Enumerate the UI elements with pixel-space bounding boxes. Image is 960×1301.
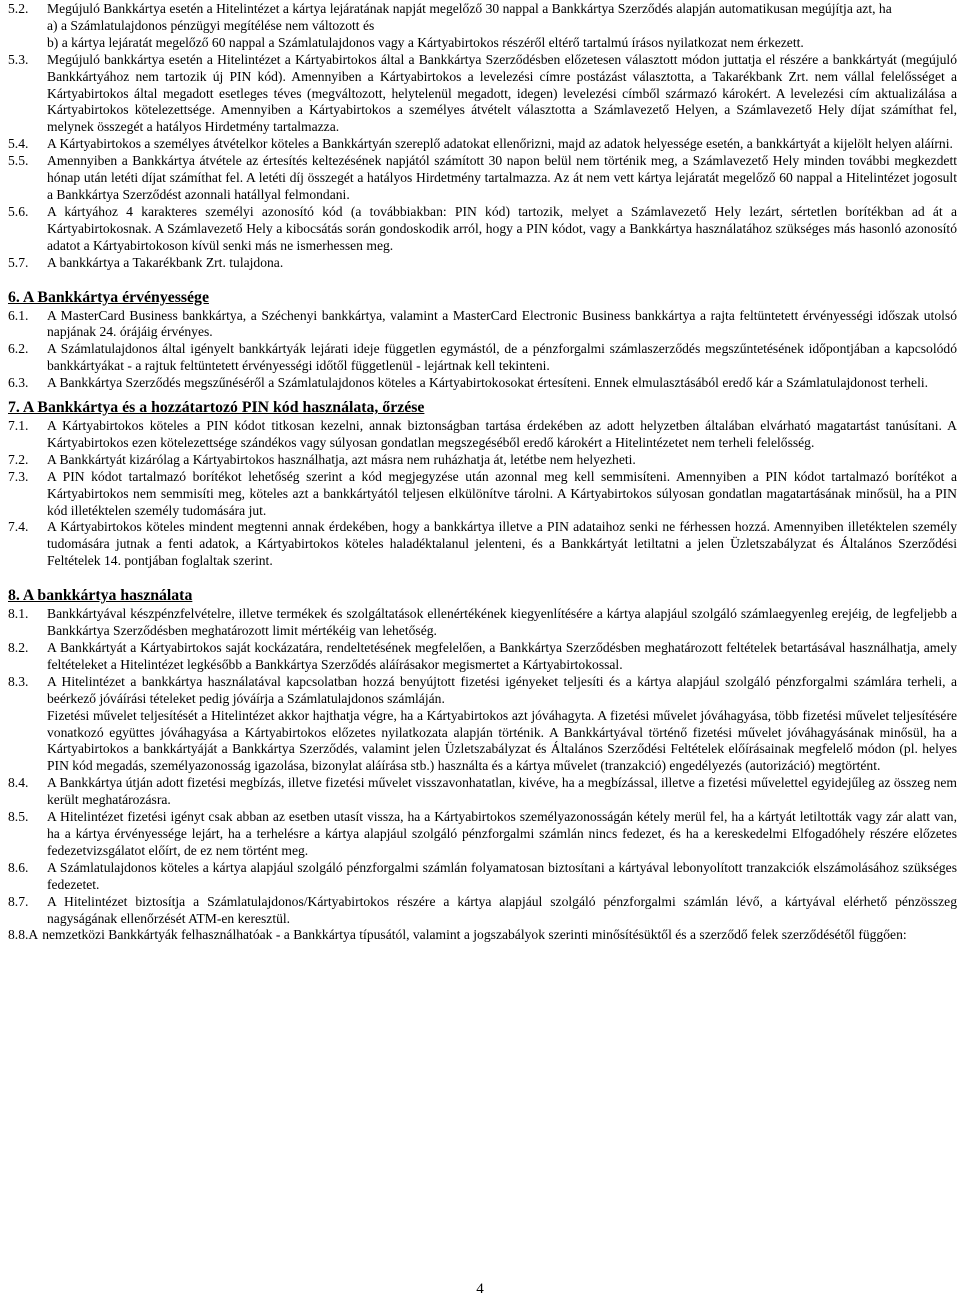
paragraph: Megújuló Bankkártya esetén a Hitelintézet a kártya lejáratának napját megelőző 30 nappal a Bankkártya Szerződés alapján automatikusan megújítja azt, ha: [47, 1, 892, 16]
paragraph: Bankkártyával készpénzfelvételre, illetve termékek és szolgáltatások ellenértékének kiegyenlítésére a kártya alapjául szolgáló számlaegyenleg erejéig, de legfeljebb a Bankkártya Szerződésben meghatározott limit mértékéig van lehetőség.: [47, 606, 957, 639]
section-6-3: [0, 375, 960, 392]
section-8-1: [0, 606, 960, 640]
section-number: 7.4.: [8, 519, 29, 535]
section-8-7: [0, 894, 960, 928]
section-number: 8.8.A: [8, 927, 39, 943]
condition-b: b) a kártya lejáratát megelőző 60 nappal a Számlatulajdonos vagy a Kártyabirtokos részéről eltérő tartalmú írásos nyilatkozat nem érkezett.: [47, 34, 804, 50]
section-number: 8.3.: [8, 673, 29, 689]
document-page: [0, 1, 960, 944]
paragraph: A PIN kódot tartalmazó borítékot lehetőség szerint a kód megjegyzése után azonnal meg kell semmisíteni. Amennyiben a PIN kódot tartalmazó borítékot a Kártyabirtokos nem semmisíti meg, köteles azt a bankkártyától teljesen elkülönítve tárolni. A Kártyabirtokos súlyosan gondatlan magatartásának minősül, ha a PIN kód illetéktelen személy tudomására jut.: [47, 468, 957, 518]
section-number: 5.7.: [8, 254, 29, 270]
section-number: 6.3.: [8, 375, 29, 391]
section-number: 5.4.: [8, 136, 29, 152]
paragraph: Megújuló bankkártya esetén a Hitelintézet a Kártyabirtokos által a Bankkártya Szerződésben előzetesen választott módon juttatja el részére a bankkártyát (megújuló Bankkártyához nem tartozik új PIN kód). Amennyiben a Kártyabirtokos a levelezési címre postázást választotta, a Takarékbank Zrt. nem vállal felelősséget a Kártyabirtokos által megadott esetleges téves (megváltozott, helytelenül megadott, idegen) levelezési címből származó károkért. A levelezési cím aktualizálása a Kártyabirtokos kötelezettsége. Amennyiben a Kártyabirtokos a személyes átvételt választotta a Számlavezető Helyen, a Számlavezető Hely díjat számíthat fel, melynek összegét a hatályos Hirdetmény tartalmazza.: [47, 51, 957, 135]
section-8-5: [0, 809, 960, 860]
paragraph: A Kártyabirtokos köteles mindent megtenni annak érdekében, hogy a bankkártya illetve a PIN adataihoz senki ne férhessen hozzá. Amennyiben illetéktelen személy tudomására jutnak a fenti adatok, a Kártyabirtokos köteles haladéktalanul jelenteni, és a Bankkártyát letiltatni a jelen Üzletszabályzat és Általános Szerződési Feltételek 14. pontjában foglaltak szerint.: [47, 519, 957, 569]
section-5-6: [0, 204, 960, 255]
section-number: 8.2.: [8, 640, 29, 655]
section-6-1: [0, 308, 960, 342]
paragraph: A Kártyabirtokos köteles a PIN kódot titkosan kezelni, annak biztonságban tartása érdekében az adott helyzetben általában elvárható magatartást tanúsítani. A Kártyabirtokos ezen kötelezettsége szándékos vagy súlyosan gondatlan megszegéséből eredő károkért a Hitelintézetet nem terheli felelősség.: [47, 418, 957, 450]
condition-a: a) a Számlatulajdonos pénzügyi megítélése nem változott és: [47, 17, 375, 33]
section-5-5: [0, 153, 960, 204]
paragraph: A Bankkártya útján adott fizetési megbízás, illetve fizetési művelet visszavonhatatlan, kivéve, ha a megbízással, illetve a fizetési művelettel egyidejűleg az összeg nem került meghatározásra.: [47, 775, 957, 808]
section-7-4: [0, 519, 960, 570]
section-7-3: [0, 469, 960, 520]
paragraph: A bankkártya a Takarékbank Zrt. tulajdona.: [47, 254, 284, 270]
section-number: 6.2.: [8, 341, 29, 357]
paragraph: A Hitelintézet a bankkártya használatával kapcsolatban hozzá benyújtott fizetési igényeket teljesíti és a kártya alapjául szolgáló pénzforgalmi számlára terheli, a beérkező jóváírási tételeket pedig jóváírja a Számlatulajdonos számláján.: [47, 673, 957, 706]
paragraph: A Hitelintézet fizetési igényt csak abban az esetben utasít vissza, ha a Kártyabirtokos személyazonosságán kétely merül fel, ha a kártyát letiltották vagy zár alatt van, ha a kártya érvényessége lejárt, ha a terhelésre a kártya alapjául szolgáló pénzforgalmi számlán nincs fedezet, és ha a kereskedelmi Elfogadóhely részére előzetes fedezetvizsgálatot előírt, de ez nem történt meg.: [47, 809, 957, 858]
section-8-6: [0, 860, 960, 894]
paragraph: A MasterCard Business bankkártya, a Széchenyi bankkártya, valamint a MasterCard Electronic Business bankkártya a rajta feltüntetett érvényességi időszak utolsó napjának 24. órájáig érvényes.: [47, 307, 957, 340]
page-number: 4: [476, 1281, 484, 1297]
section-number: 8.4.: [8, 775, 29, 791]
section-5-7: [0, 255, 960, 272]
paragraph-continuation: Fizetési művelet teljesítését a Hitelintézet akkor hajthatja végre, ha a Kártyabirtokos azt jóváhagyta. A fizetési művelet jóváhagyása, több fizetési művelet teljesítésére vonatkozó együttes jóváhagyása a Kártyabirtokos előzetes nyilatkozata alapján történik. A Bankkártyával történő fizetési művelet jóváhagyásának minősül, ha a Kártyabirtokos a bankkártyáját a Bankkártya Szerződés, valamint jelen Üzletszabályzat és Általános Szerződési Feltételek előírásainak megfelelő módon (pl. helyes PIN kód megadás, személyazonosság igazolása, bizonylat aláírása stb.) használta és a kártya művelet (tranzakció) engedélyezés (autorizáció) megtörtént.: [47, 707, 957, 774]
heading-section-7: 7. A Bankkártya és a hozzátartozó PIN kód használata, őrzése: [8, 399, 425, 417]
section-number: 6.1.: [8, 307, 29, 323]
section-number: 5.5.: [8, 153, 29, 169]
section-8-8: [0, 927, 960, 944]
section-number: 7.2.: [8, 451, 29, 467]
section-5-4: [0, 136, 960, 153]
section-number: 8.1.: [8, 606, 29, 622]
section-number: 8.5.: [8, 809, 29, 825]
heading-section-6: 6. A Bankkártya érvényessége: [8, 288, 209, 306]
section-number: 5.6.: [8, 203, 29, 219]
section-5-3: [0, 52, 960, 137]
paragraph: A Bankkártyát a Kártyabirtokos saját kockázatára, rendeltetésének megfelelően, a Bankkártya Szerződésben meghatározott feltételek betartásával használhatja, amely feltételeket a Hitelintézet legkésőbb a Bankkártya Szerződés aláírásakor megismertet a Kártyabirtokossal.: [47, 640, 957, 672]
section-8-3: [0, 674, 960, 775]
paragraph: nemzetközi Bankkártyák felhasználhatóak - a Bankkártya típusától, valamint a jogszabályok szerinti minősítésüktől és a szerződő felek szerződésétől függően:: [42, 927, 907, 943]
paragraph: A Bankkártyát kizárólag a Kártyabirtokos használhatja, azt másra nem ruházhatja át, letétbe nem helyezheti.: [47, 451, 636, 467]
paragraph: A Számlatulajdonos köteles a kártya alapjául szolgáló pénzforgalmi számlán folyamatosan biztosítani a kártyával lebonyolított tranzakciók elszámolásához szükséges fedezetet.: [47, 859, 957, 892]
section-7-2: [0, 452, 960, 469]
section-8-2: [0, 640, 960, 674]
paragraph: A Kártyabirtokos a személyes átvételkor köteles a Bankkártyán szereplő adatokat ellenőrizni, majd az adatok helyessége esetén, a bankkártyát a kijelölt helyen aláírni.: [47, 136, 953, 152]
section-number: 5.3.: [8, 51, 29, 67]
section-7-1: [0, 418, 960, 452]
paragraph: Amennyiben a Bankkártya átvétele az értesítés keltezésének napjától számított 30 napon belül nem történik meg, a Számlavezető Hely minden további megkezdett hónap után letéti díjat számíthat fel. A letéti díj összegét a hatályos Hirdetmény tartalmazza. Az át nem vett kártya lejáratát megelőző 60 nappal a Hitelintézet jogosult a Bankkártya Szerződést azonnali hatállyal felmondani.: [47, 153, 957, 202]
section-5-2: [0, 1, 960, 52]
section-number: 7.1.: [8, 418, 29, 434]
section-8-4: [0, 775, 960, 809]
paragraph: A Hitelintézet biztosítja a Számlatulajdonos/Kártyabirtokos részére a kártya alapjául szolgáló pénzforgalmi számlán lévő, a kártyával elérhető pénzösszeg nagyságának ellenőrzését ATM-en keresztül.: [47, 893, 957, 926]
section-6-2: [0, 341, 960, 375]
heading-section-8: 8. A bankkártya használata: [8, 587, 193, 605]
paragraph: A Bankkártya Szerződés megszűnéséről a Számlatulajdonos köteles a Kártyabirtokosokat értesíteni. Ennek elmulasztásából eredő kár a Számlatulajdonost terheli.: [47, 375, 929, 391]
section-number: 7.3.: [8, 468, 29, 484]
paragraph: A Számlatulajdonos által igényelt bankkártyák lejárati ideje független egymástól, de a pénzforgalmi számlaszerződés megszűntetésének időpontjában a kapcsolódó bankkártyákat - a rajtuk feltüntetett érvényességi időtől függetlenül - lejártnak kell tekinteni.: [47, 341, 957, 374]
paragraph: A kártyához 4 karakteres személyi azonosító kód (a továbbiakban: PIN kód) tartozik, melyet a Számlavezető Hely lezárt, sértetlen borítékban ad át a Kártyabirtokosnak. A Számlavezető Hely a kibocsátás során gondoskodik arról, hogy a PIN kódot, vagy a Bankkártya használatához szükséges más hasonló azonosító adatot a Kártyabirtokoson kívül senki más ne ismerhessen meg.: [47, 203, 957, 253]
section-number: 5.2.: [8, 1, 29, 16]
section-number: 8.7.: [8, 893, 29, 909]
section-number: 8.6.: [8, 859, 29, 875]
